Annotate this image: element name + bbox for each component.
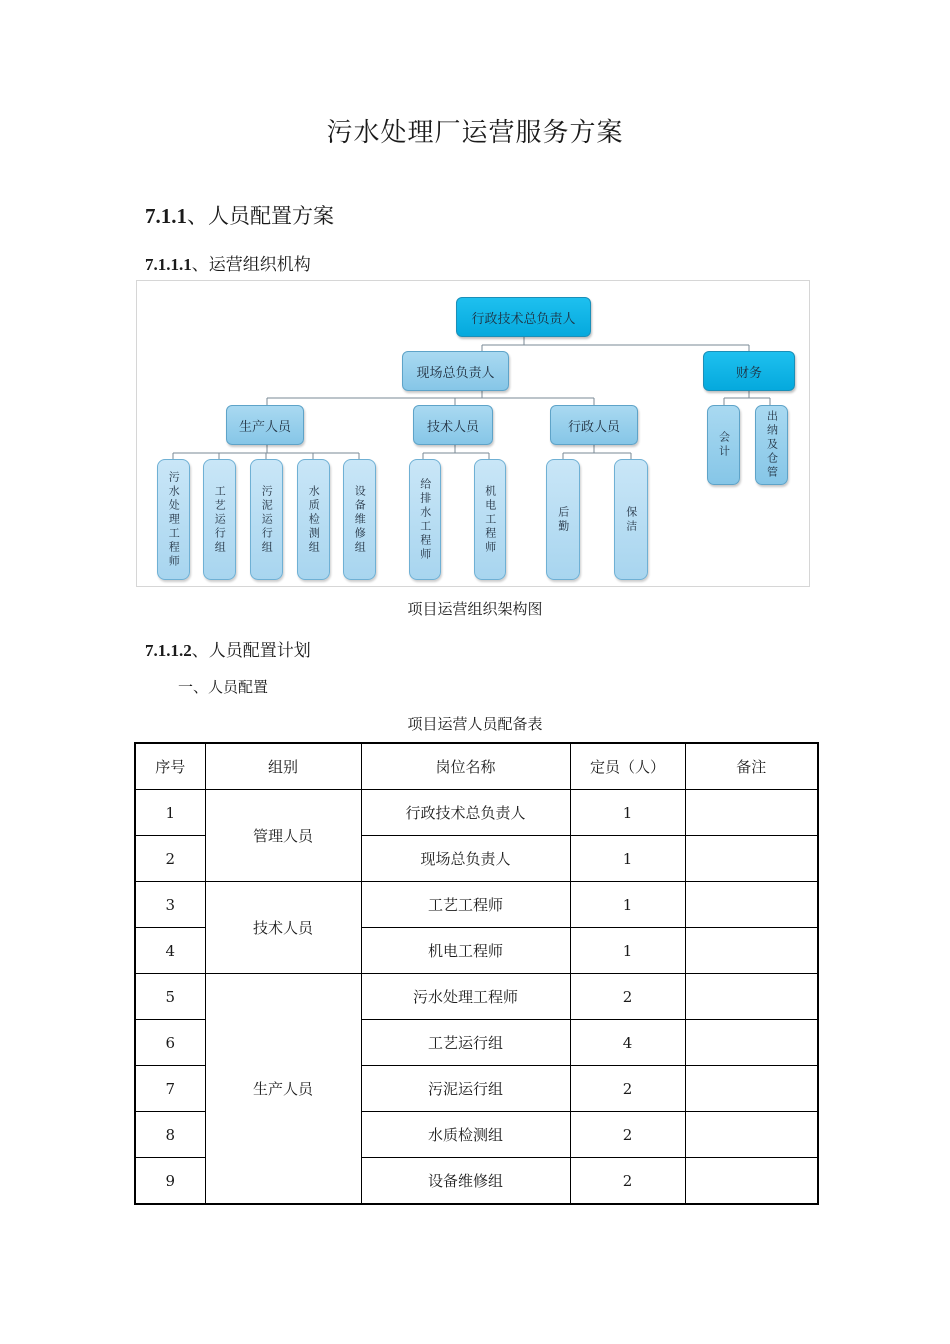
cell-count: 2 <box>570 1112 685 1158</box>
subsection-number: 7.1.1.1 <box>145 255 192 274</box>
cell-no: 9 <box>135 1158 205 1205</box>
figure-caption: 项目运营组织架构图 <box>407 600 543 618</box>
header-no: 序号 <box>135 743 205 790</box>
cell-position: 设备维修组 <box>361 1158 570 1205</box>
cell-count: 2 <box>570 974 685 1020</box>
subsection-heading-org <box>145 250 311 275</box>
cell-note <box>685 928 818 974</box>
table-row <box>135 790 818 836</box>
subsection-title: 运营组织机构 <box>208 255 311 275</box>
org-node-water-quality-group: 水质检测组 <box>297 459 330 580</box>
cell-no: 8 <box>135 1112 205 1158</box>
cell-no: 5 <box>135 974 205 1020</box>
cell-position: 现场总负责人 <box>361 836 570 882</box>
subsection-title: 人员配置计划 <box>208 641 311 661</box>
cell-position: 污泥运行组 <box>361 1066 570 1112</box>
org-node-production: 生产人员 <box>226 405 304 445</box>
org-node-water-engineer: 给排水工程师 <box>409 459 441 580</box>
org-node-cashier-warehouse: 出纳及仓管 <box>755 405 788 485</box>
header-count: 定员（人） <box>570 743 685 790</box>
section-heading <box>145 200 334 230</box>
org-node-administrative: 行政人员 <box>550 405 638 445</box>
subsection-heading-plan <box>145 636 311 661</box>
cell-position: 水质检测组 <box>361 1112 570 1158</box>
cell-note <box>685 836 818 882</box>
subsection-number: 7.1.1.2 <box>145 641 192 660</box>
cell-count: 1 <box>570 882 685 928</box>
cell-no: 6 <box>135 1020 205 1066</box>
cell-note <box>685 790 818 836</box>
org-node-finance: 财务 <box>703 351 795 391</box>
section-title: 人员配置方案 <box>208 204 334 228</box>
org-node-site-manager: 现场总负责人 <box>402 351 509 391</box>
cell-position: 污水处理工程师 <box>361 974 570 1020</box>
cell-note <box>685 1158 818 1205</box>
org-node-maintenance-group: 设备维修组 <box>343 459 376 580</box>
sub-heading: 一、人员配置 <box>178 678 269 696</box>
cell-count: 2 <box>570 1158 685 1205</box>
cell-no: 3 <box>135 882 205 928</box>
table-row <box>135 882 818 928</box>
subsection-separator: 、 <box>191 641 209 661</box>
cell-count: 1 <box>570 836 685 882</box>
org-node-accountant: 会计 <box>707 405 740 485</box>
cell-count: 1 <box>570 928 685 974</box>
org-node-root: 行政技术总负责人 <box>456 297 591 337</box>
header-position: 岗位名称 <box>361 743 570 790</box>
cell-note <box>685 974 818 1020</box>
cell-no: 4 <box>135 928 205 974</box>
org-node-process-group: 工艺运行组 <box>203 459 236 580</box>
cell-position: 机电工程师 <box>361 928 570 974</box>
cell-group-technical: 技术人员 <box>205 882 361 974</box>
cell-no: 1 <box>135 790 205 836</box>
org-node-sewage-engineer: 污水处理工程师 <box>157 459 190 580</box>
org-node-electromech-engineer: 机电工程师 <box>474 459 506 580</box>
cell-group-production: 生产人员 <box>205 974 361 1205</box>
cell-note <box>685 882 818 928</box>
header-group: 组别 <box>205 743 361 790</box>
section-separator: 、 <box>187 204 208 228</box>
table-header-row <box>135 743 818 790</box>
section-number: 7.1.1 <box>145 204 187 228</box>
table-title: 项目运营人员配备表 <box>407 715 543 733</box>
header-note: 备注 <box>685 743 818 790</box>
cell-count: 2 <box>570 1066 685 1112</box>
cell-position: 工艺运行组 <box>361 1020 570 1066</box>
cell-no: 7 <box>135 1066 205 1112</box>
cell-note <box>685 1112 818 1158</box>
cell-note <box>685 1020 818 1066</box>
cell-count: 1 <box>570 790 685 836</box>
org-node-sludge-group: 污泥运行组 <box>250 459 283 580</box>
cell-position: 工艺工程师 <box>361 882 570 928</box>
cell-position: 行政技术总负责人 <box>361 790 570 836</box>
cell-count: 4 <box>570 1020 685 1066</box>
org-node-cleaning: 保洁 <box>614 459 648 580</box>
staffing-table <box>134 742 819 1205</box>
cell-no: 2 <box>135 836 205 882</box>
org-node-technical: 技术人员 <box>413 405 493 445</box>
cell-note <box>685 1066 818 1112</box>
cell-group-management: 管理人员 <box>205 790 361 882</box>
org-node-logistics: 后勤 <box>546 459 580 580</box>
document-title: 污水处理厂运营服务方案 <box>326 118 624 148</box>
subsection-separator: 、 <box>191 255 209 275</box>
org-chart <box>136 280 810 587</box>
table-row <box>135 974 818 1020</box>
